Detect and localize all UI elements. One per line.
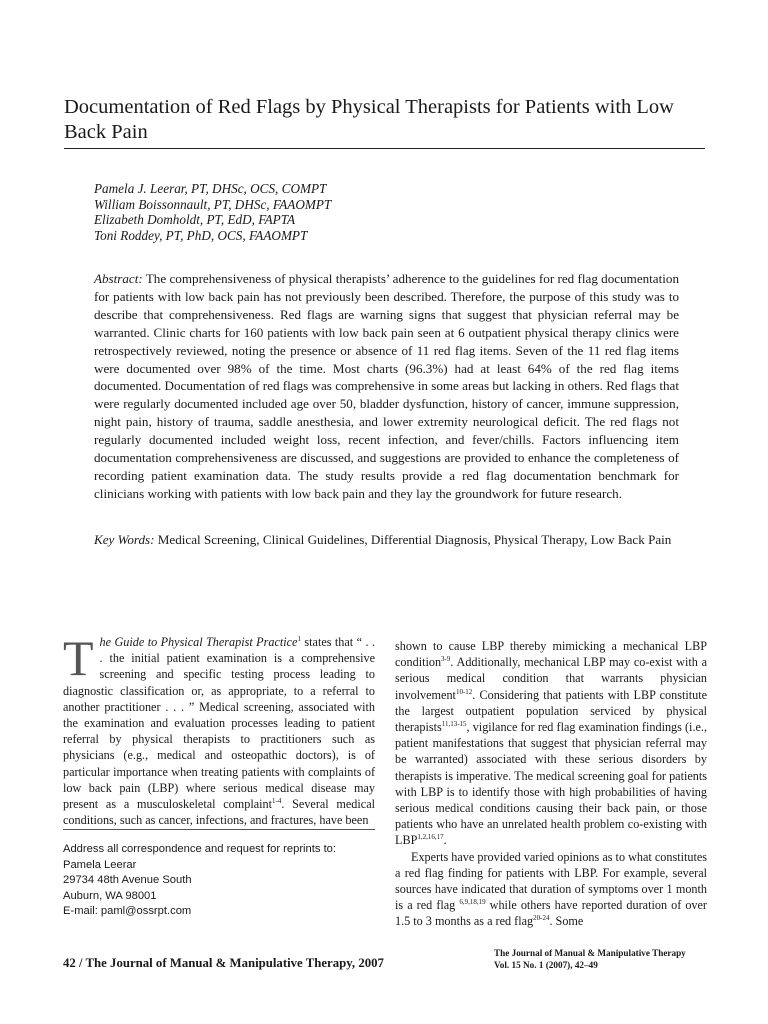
citation: 6,9,18,19 (459, 898, 486, 907)
body-text: . Several medical conditions, such as cancer, infections, and fractures, have been (63, 797, 375, 828)
body-text: . Additionally, mechanical LBP may co-exist with a serious medical condition that warrants physician involvement (395, 655, 707, 702)
correspondence-name: Pamela Leerar (63, 858, 137, 871)
citation: 1 (297, 634, 301, 643)
citation: 1,2,16,17 (417, 833, 444, 842)
body-paragraph (395, 638, 707, 849)
journal-name: The Journal of Manual & Manipulative Therapy (494, 948, 686, 958)
correspondence-street: 29734 48th Avenue South (63, 874, 192, 887)
abstract (94, 270, 679, 503)
body-text: shown to cause LBP thereby mimicking a mechanical LBP condition (395, 639, 707, 670)
page-footer-left: 42 / The Journal of Manual & Manipulative Therapy, 2007 (63, 956, 384, 970)
guide-title: he Guide to Physical Therapist Practice (99, 635, 298, 649)
intro-paragraph (63, 630, 375, 828)
citation: 20-24 (533, 914, 550, 923)
key-words-text: Medical Screening, Clinical Guidelines, Differential Diagnosis, Physical Therapy, Low Back Pain (157, 532, 672, 547)
author-list (94, 181, 654, 243)
citation: 10-12 (455, 687, 473, 696)
body-text: , vigilance for red flag examination findings (i.e., patient manifestations that suggest that physician referral may be warranted) associated with these serious disorders by therapists is imperative. The medical screening goal for patients with LBP is to identify those with high probabilities of having serious medical conditions causing their back pain, or those patients who have an unrelated health problem co-existing with LBP (395, 720, 707, 848)
correspondence-block (63, 829, 375, 920)
abstract-text: The comprehensiveness of physical therapists’ adherence to the guidelines for red flag documentation for patients with low back pain has not previously been described. Therefore, the purpose of this study was to describe that comprehensiveness. Red flags are warning signs that suggest that physician referral may be warranted. Clinic charts for 160 patients with low back pain seen at 6 outpatient physical therapy clinics were retrospectively reviewed, noting the presence or absence of 11 red flag items. Seven of the 11 red flag items were documented over 98% of the time. Most charts (96.3%) had at least 64% of the red flag items documented. Documentation of red flags was comprehensive in some areas but lacking in others. Red flags that were regularly documented included age over 50, bladder dysfunction, history of cancer, immune suppression, night pain, history of trauma, saddle anesthesia, and lower extremity neurological deficit. The red flags not regularly documented included weight loss, recent infection, and fever/chills. Factors influencing item documentation comprehensiveness are discussed, and suggestions are provided to enhance the completeness of recording patient examination data. The study results provide a red flag documentation benchmark for clinicians working with patients with low back pain and they lay the groundwork for future research. (94, 271, 679, 501)
citation: 11,13-15 (441, 719, 467, 728)
body-text: while others have reported duration of over 1.5 to 3 months as a red flag (395, 898, 707, 929)
body-column-right (395, 638, 707, 930)
author-line: Toni Roddey, PT, PhD, OCS, FAAOMPT (94, 227, 308, 243)
body-text: . Considering that patients with LBP constitute the largest outpatient population serviced by physical therapists (395, 687, 707, 735)
correspondence-city: Auburn, WA 98001 (63, 889, 157, 902)
author-line: William Boissonnault, PT, DHSc, FAAOMPT (94, 196, 332, 212)
key-words-label: Key Words: (94, 532, 155, 547)
correspondence-line: Address all correspondence and request for reprints to: (63, 843, 337, 855)
body-text: Experts have provided varied opinions as to what constitutes a red flag finding for patients with LBP. For example, several sources have indicated that duration of symptoms over 1 month is a red flag (395, 849, 707, 913)
journal-volume: Vol. 15 No. 1 (2007), 42–49 (494, 959, 598, 970)
body-text: . Some (549, 914, 584, 929)
title-rule (64, 148, 705, 149)
body-column-left (63, 630, 375, 828)
body-paragraph (395, 849, 707, 930)
author-line: Elizabeth Domholdt, PT, EdD, FAPTA (94, 212, 296, 228)
citation: 1-4 (272, 796, 282, 805)
correspondence-email[interactable]: E-mail: paml@ossrpt.com (63, 905, 192, 918)
abstract-label: Abstract: (94, 271, 143, 286)
citation: 3-9 (441, 655, 451, 664)
author-line: Pamela J. Leerar, PT, DHSc, OCS, COMPT (94, 181, 327, 196)
body-text: . (443, 833, 447, 848)
page-footer-right (494, 948, 686, 971)
body-text: states that “ . . . the initial patient examination is a comprehensive screening and specific testing process leading to diagnostic classification or, as appropriate, to a referral to another practitioner . . . ” Medical screening, associated with the examination and evaluation processes leading to patient referral by physical therapists to practitioners such as physicians (e.g., medical and osteopathic doctors), is of particular importance when treating patients with complaints of low back pain (LBP) where serious medical disease may present as a musculoskeletal complaint (63, 635, 375, 812)
article-title: Documentation of Red Flags by Physical Therapists for Patients with Low Back Pain (64, 96, 674, 143)
drop-cap: T (63, 630, 94, 686)
key-words (94, 531, 679, 549)
